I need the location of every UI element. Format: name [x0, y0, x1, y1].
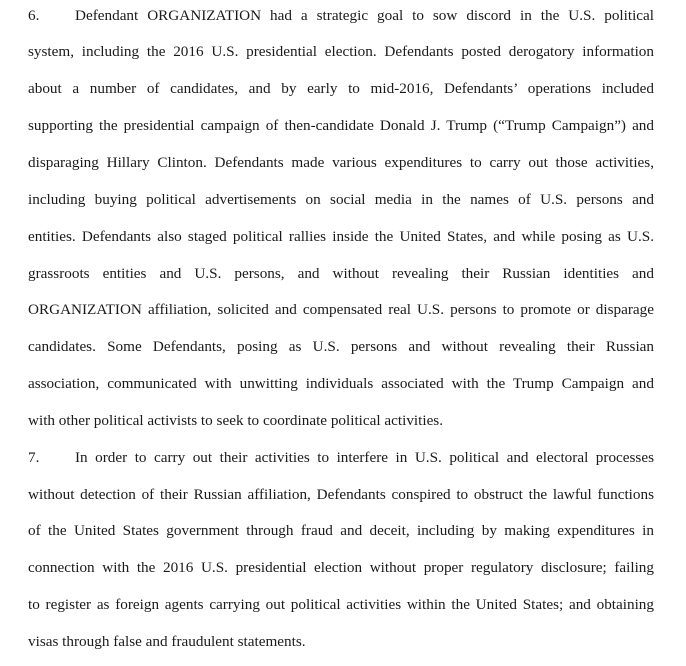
text-line: of the United States government through fraud and deceit, including by making expenditures in [28, 522, 654, 539]
text-line: supporting the presidential campaign of then-candidate Donald J. Trump (“Trump Campaign”) and [28, 117, 654, 134]
text-line: ORGANIZATION affiliation, solicited and compensated real U.S. persons to promote or disparage [28, 301, 654, 318]
text-line: disparaging Hillary Clinton. Defendants made various expenditures to carry out those activities, [28, 154, 654, 171]
text-line: candidates. Some Defendants, posing as U.S. persons and without revealing their Russian [28, 338, 654, 355]
text-line: including buying political advertisements on social media in the names of U.S. persons and [28, 191, 654, 208]
text-line: grassroots entities and U.S. persons, and without revealing their Russian identities and [28, 265, 654, 282]
text-line: to register as foreign agents carrying out political activities within the United States; and obtaining [28, 596, 654, 613]
paragraph-number: 7. [28, 449, 40, 466]
text-line: In order to carry out their activities to interfere in U.S. political and electoral processes [75, 449, 654, 466]
text-line: system, including the 2016 U.S. presidential election. Defendants posted derogatory information [28, 43, 654, 60]
text-line: association, communicated with unwitting individuals associated with the Trump Campaign and [28, 375, 654, 392]
text-line: connection with the 2016 U.S. presidential election without proper regulatory disclosure; failing [28, 559, 654, 576]
text-line: with other political activists to seek to coordinate political activities. [28, 412, 444, 429]
paragraph-number: 6. [28, 7, 40, 24]
text-line: about a number of candidates, and by early to mid-2016, Defendants’ operations included [28, 80, 654, 97]
text-line: Defendant ORGANIZATION had a strategic goal to sow discord in the U.S. political [75, 7, 654, 24]
text-line: visas through false and fraudulent statements. [28, 633, 306, 650]
text-line: without detection of their Russian affiliation, Defendants conspired to obstruct the lawful functions [28, 486, 654, 503]
text-line: entities. Defendants also staged political rallies inside the United States, and while posing as U.S. [28, 228, 654, 245]
